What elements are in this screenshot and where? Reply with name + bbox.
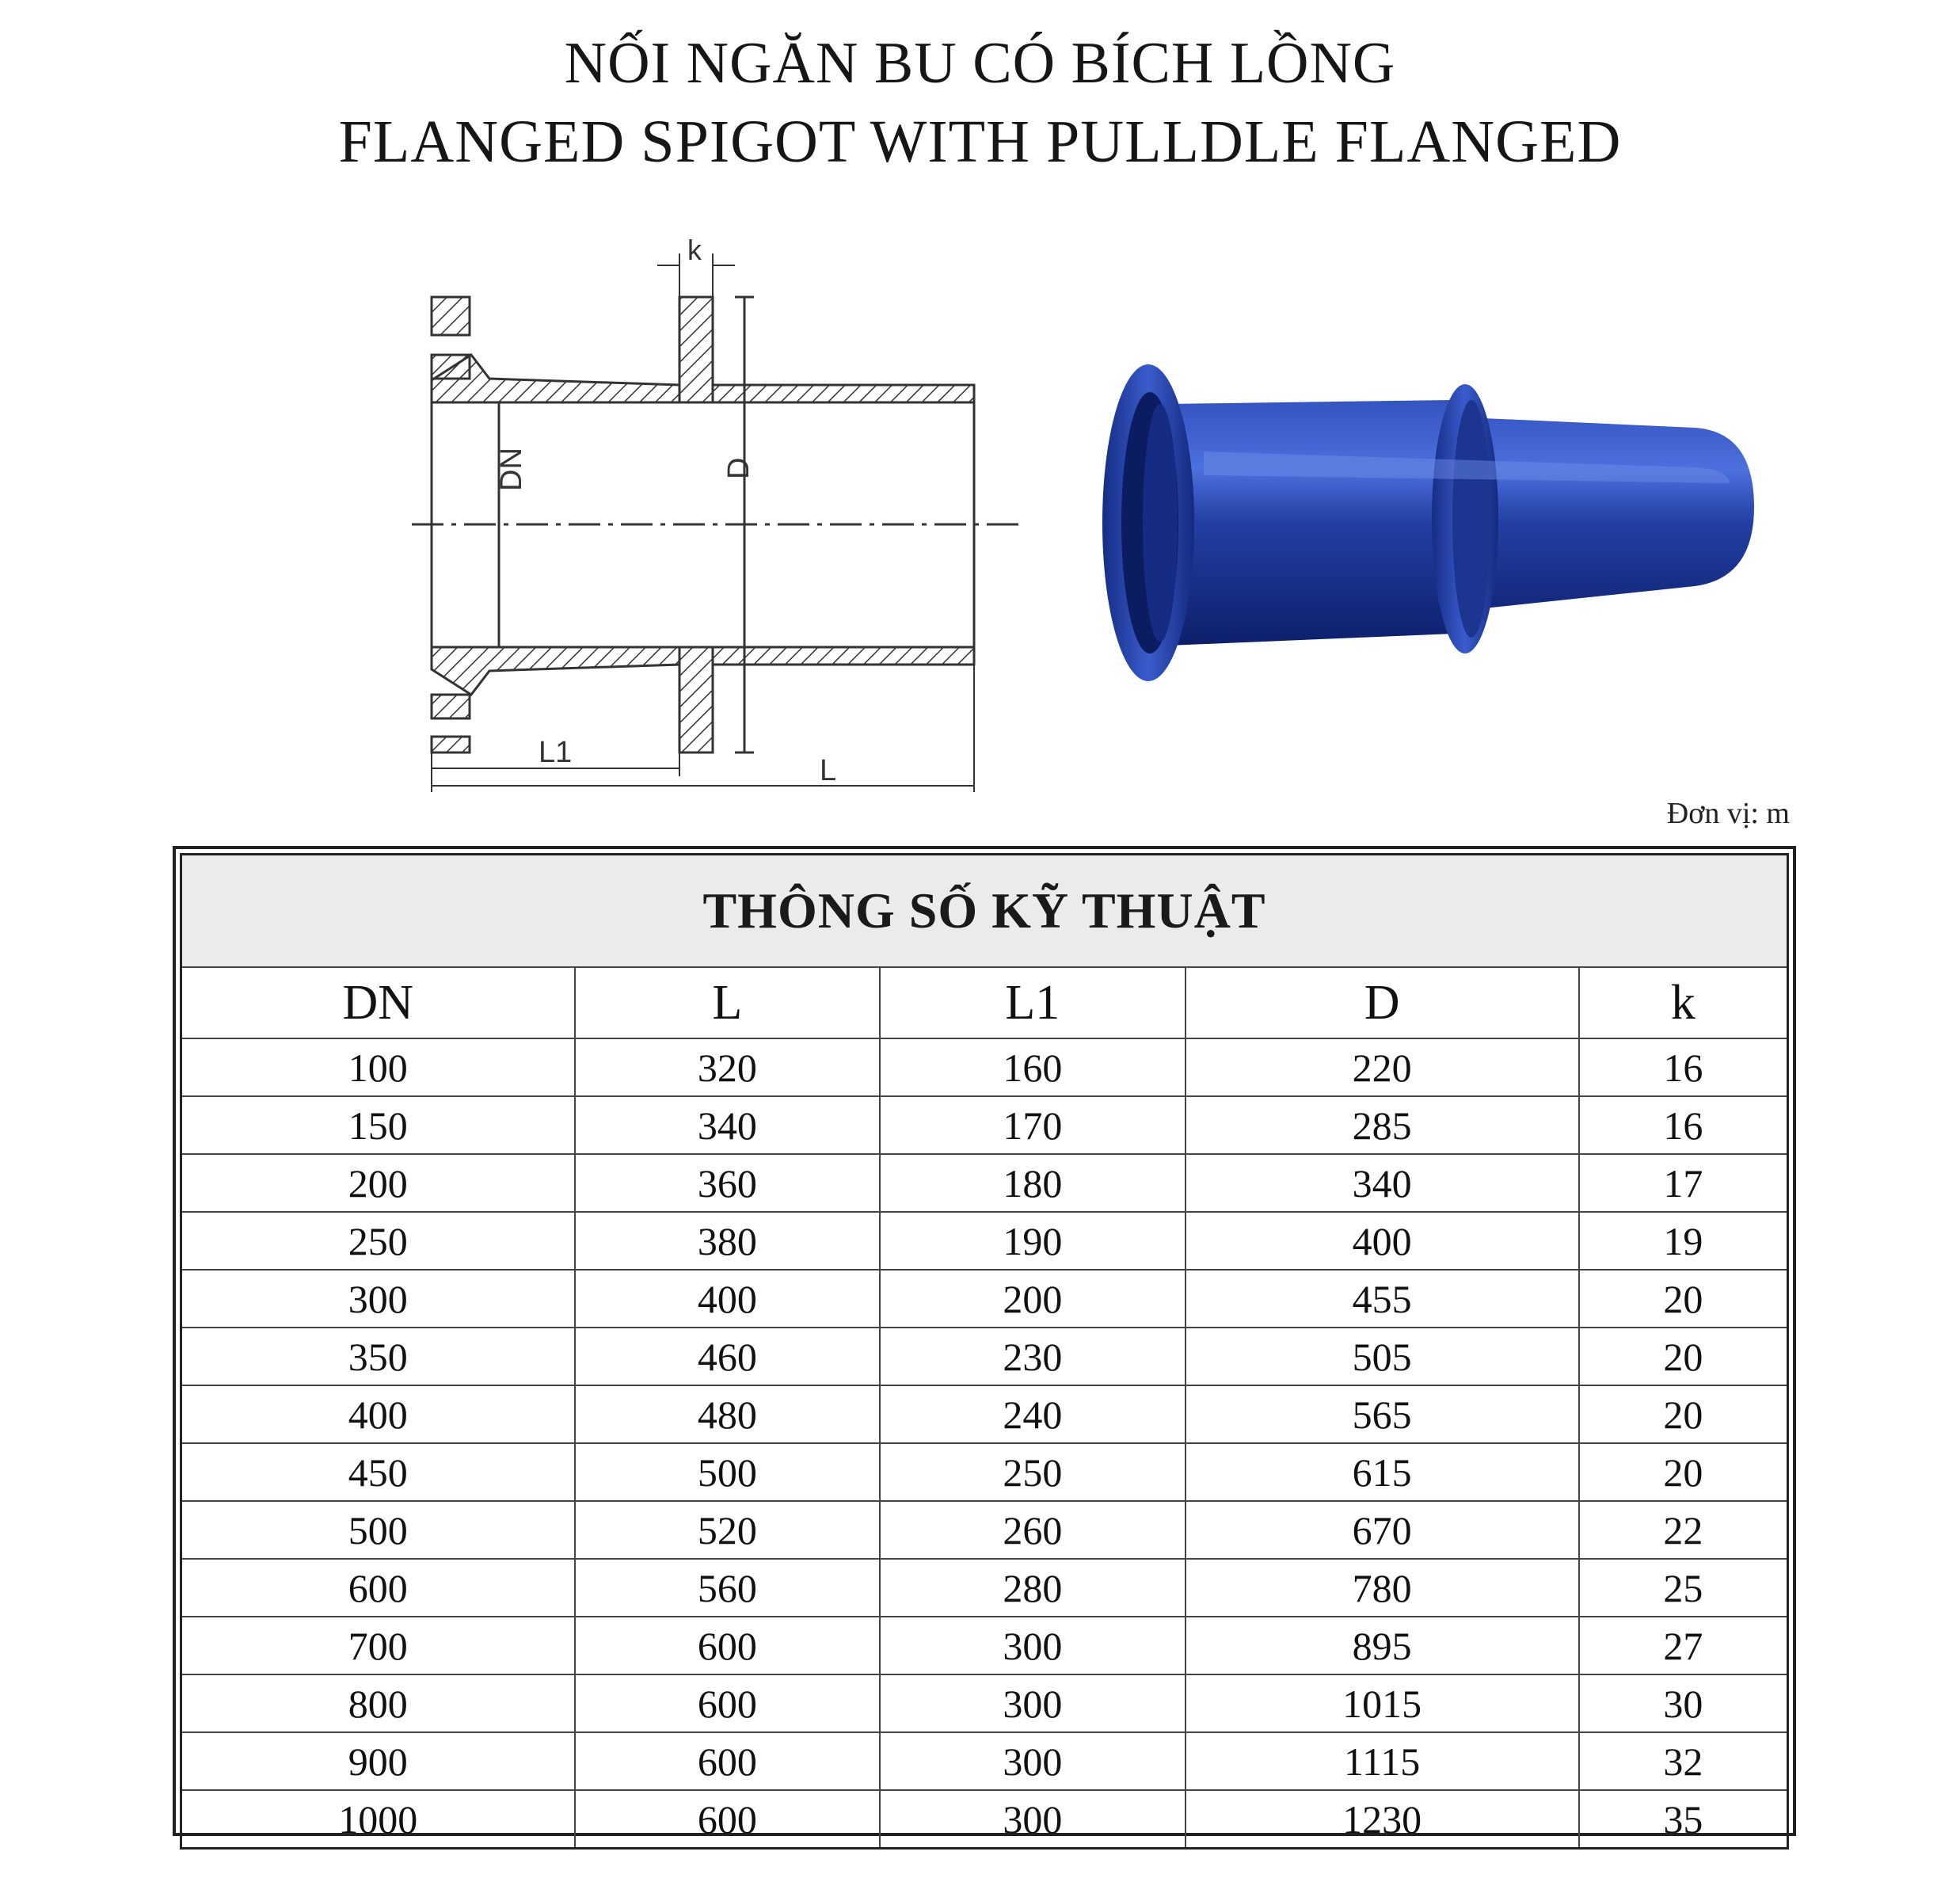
- cell-l: 360: [575, 1154, 881, 1212]
- label-k: k: [687, 234, 702, 266]
- table-row: [181, 1559, 1788, 1617]
- cell-l: 600: [575, 1617, 881, 1674]
- title-english: FLANGED SPIGOT WITH PULLDLE FLANGED: [338, 109, 1622, 175]
- cell-l1: 280: [880, 1559, 1186, 1617]
- cell-l1: 240: [880, 1385, 1186, 1443]
- pipe-section-bottom: [432, 647, 974, 752]
- cell-dn: 700: [181, 1617, 575, 1674]
- table-row: [181, 1096, 1788, 1154]
- cell-d: 340: [1186, 1154, 1579, 1212]
- cell-d: 400: [1186, 1212, 1579, 1270]
- technical-drawing: [396, 222, 1045, 808]
- cell-dn: 300: [181, 1270, 575, 1328]
- cell-k: 16: [1579, 1038, 1788, 1096]
- unit-note: Đơn vị: m: [1666, 797, 1790, 830]
- table-row: [181, 1674, 1788, 1732]
- table-body: [181, 1038, 1788, 1849]
- column-header-dn: DN: [181, 967, 575, 1038]
- column-header-l1: L1: [880, 967, 1186, 1038]
- table-row: [181, 1790, 1788, 1849]
- cell-l1: 190: [880, 1212, 1186, 1270]
- table-header-row: [181, 967, 1788, 1038]
- cell-k: 19: [1579, 1212, 1788, 1270]
- table-row: [181, 1328, 1788, 1385]
- cell-d: 670: [1186, 1501, 1579, 1559]
- cell-l: 500: [575, 1443, 881, 1501]
- cell-dn: 600: [181, 1559, 575, 1617]
- cell-d: 1015: [1186, 1674, 1579, 1732]
- spec-table-frame: [173, 846, 1796, 1842]
- left-flange-bottom-body: [432, 647, 679, 695]
- cell-l1: 300: [880, 1617, 1186, 1674]
- cell-l1: 170: [880, 1096, 1186, 1154]
- cell-l1: 300: [880, 1732, 1186, 1790]
- cell-dn: 1000: [181, 1790, 575, 1849]
- title-vietnamese: NỐI NGĂN BU CÓ BÍCH LỒNG: [564, 31, 1396, 96]
- cell-l1: 260: [880, 1501, 1186, 1559]
- cell-l: 600: [575, 1674, 881, 1732]
- cell-l: 600: [575, 1790, 881, 1849]
- product-image: [1093, 349, 1758, 697]
- cell-k: 35: [1579, 1790, 1788, 1849]
- cell-d: 1115: [1186, 1732, 1579, 1790]
- cell-dn: 400: [181, 1385, 575, 1443]
- cell-k: 32: [1579, 1732, 1788, 1790]
- table-row: [181, 1501, 1788, 1559]
- cell-l: 560: [575, 1559, 881, 1617]
- cell-l: 340: [575, 1096, 881, 1154]
- spigot-wall-top: [713, 385, 974, 402]
- cell-dn: 200: [181, 1154, 575, 1212]
- label-d: D: [722, 457, 755, 479]
- cell-l1: 160: [880, 1038, 1186, 1096]
- cell-l: 460: [575, 1328, 881, 1385]
- cell-l: 480: [575, 1385, 881, 1443]
- cell-d: 780: [1186, 1559, 1579, 1617]
- puddle-flange-top: [679, 297, 713, 402]
- cell-d: 565: [1186, 1385, 1579, 1443]
- pipe-section-top: [432, 297, 974, 402]
- table-row: [181, 1617, 1788, 1674]
- cell-d: 220: [1186, 1038, 1579, 1096]
- left-flange-bottom-lower: [432, 695, 470, 718]
- cell-k: 30: [1579, 1674, 1788, 1732]
- cell-l: 600: [575, 1732, 881, 1790]
- cell-dn: 150: [181, 1096, 575, 1154]
- table-caption: THÔNG SỐ KỸ THUẬT: [181, 855, 1788, 968]
- cell-k: 27: [1579, 1617, 1788, 1674]
- table-row: [181, 1732, 1788, 1790]
- table-row: [181, 1212, 1788, 1270]
- cell-l1: 180: [880, 1154, 1186, 1212]
- cell-k: 22: [1579, 1501, 1788, 1559]
- column-header-l: L: [575, 967, 881, 1038]
- label-l: L: [820, 754, 837, 787]
- cell-d: 285: [1186, 1096, 1579, 1154]
- cell-d: 615: [1186, 1443, 1579, 1501]
- cell-dn: 250: [181, 1212, 575, 1270]
- column-header-k: k: [1579, 967, 1788, 1038]
- cell-l1: 250: [880, 1443, 1186, 1501]
- cell-dn: 450: [181, 1443, 575, 1501]
- left-flange-top-body: [432, 355, 679, 402]
- table-row: [181, 1385, 1788, 1443]
- cell-l: 380: [575, 1212, 881, 1270]
- spigot-wall-bottom: [713, 647, 974, 665]
- cell-d: 1230: [1186, 1790, 1579, 1849]
- cell-d: 505: [1186, 1328, 1579, 1385]
- taper-body: [1168, 400, 1453, 646]
- cell-dn: 500: [181, 1501, 575, 1559]
- cell-l: 320: [575, 1038, 881, 1096]
- cell-l: 520: [575, 1501, 881, 1559]
- table-row: [181, 1270, 1788, 1328]
- cell-l: 400: [575, 1270, 881, 1328]
- label-l1: L1: [539, 736, 573, 769]
- cell-dn: 100: [181, 1038, 575, 1096]
- cell-l1: 200: [880, 1270, 1186, 1328]
- column-header-d: D: [1186, 967, 1579, 1038]
- cell-k: 20: [1579, 1270, 1788, 1328]
- cell-k: 16: [1579, 1096, 1788, 1154]
- puddle-flange-face: [1452, 400, 1490, 638]
- spec-table: [180, 853, 1789, 1850]
- cell-k: 20: [1579, 1443, 1788, 1501]
- puddle-flange-bottom: [679, 647, 713, 752]
- cell-dn: 800: [181, 1674, 575, 1732]
- cell-k: 25: [1579, 1559, 1788, 1617]
- left-flange-bottom-upper: [432, 737, 470, 752]
- cell-l1: 300: [880, 1674, 1186, 1732]
- table-row: [181, 1443, 1788, 1501]
- cell-d: 895: [1186, 1617, 1579, 1674]
- cell-k: 20: [1579, 1385, 1788, 1443]
- left-flange-top-upper: [432, 297, 470, 335]
- cell-l1: 300: [880, 1790, 1186, 1849]
- cell-l1: 230: [880, 1328, 1186, 1385]
- cell-d: 455: [1186, 1270, 1579, 1328]
- cell-dn: 350: [181, 1328, 575, 1385]
- table-row: [181, 1154, 1788, 1212]
- pipe-mouth-inner: [1143, 404, 1178, 642]
- cell-dn: 900: [181, 1732, 575, 1790]
- table-row: [181, 1038, 1788, 1096]
- cell-k: 17: [1579, 1154, 1788, 1212]
- cell-k: 20: [1579, 1328, 1788, 1385]
- label-dn: DN: [495, 448, 528, 491]
